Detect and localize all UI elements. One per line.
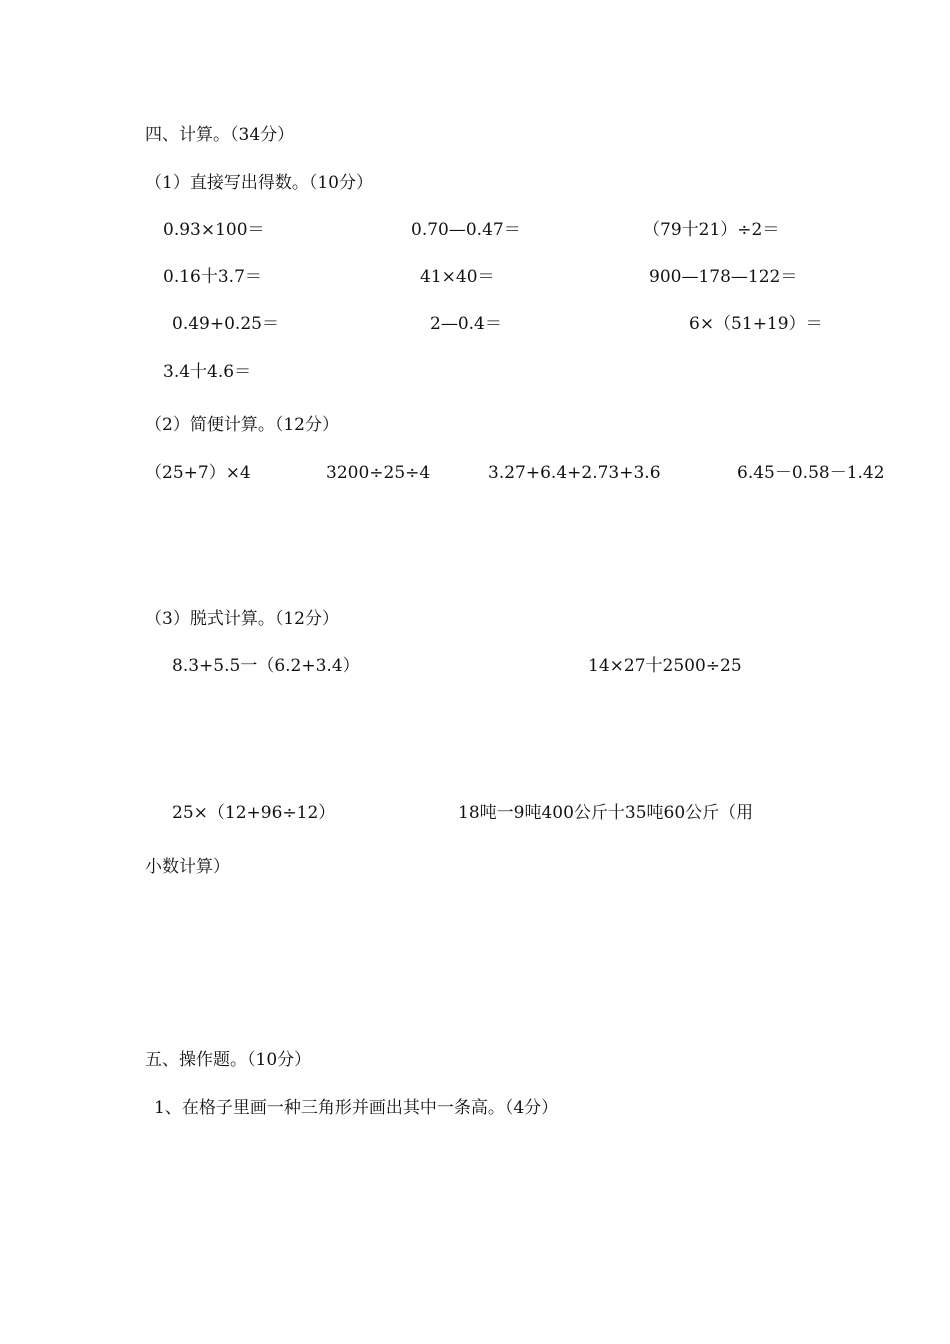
stepwise-calc-item: 14×27十2500÷25 — [588, 656, 742, 676]
stepwise-calc-item: 8.3+5.5一（6.2+3.4） — [172, 656, 360, 676]
direct-calc-item: 0.16十3.7＝ — [163, 267, 262, 287]
operation-question-1: 1、在格子里画一种三角形并画出其中一条高。（4分） — [154, 1098, 559, 1118]
section-4-title: 四、计算。（34分） — [145, 125, 295, 145]
stepwise-calc-item: 18吨一9吨400公斤十35吨60公斤（用 — [458, 803, 754, 823]
stepwise-calc-continuation: 小数计算） — [145, 857, 230, 877]
direct-calc-item: 3.4十4.6＝ — [163, 362, 252, 382]
direct-calc-item: 0.93×100＝ — [163, 220, 265, 240]
direct-calc-item: 0.70—0.47＝ — [411, 220, 521, 240]
part-2-title: （2）简便计算。（12分） — [145, 415, 339, 435]
direct-calc-item: 41×40＝ — [420, 267, 495, 287]
direct-calc-item: 900—178—122＝ — [649, 267, 798, 287]
simplify-calc-item: 3200÷25÷4 — [326, 463, 431, 483]
direct-calc-item: 6×（51+19）＝ — [689, 314, 823, 334]
simplify-calc-item: 6.45－0.58－1.42 — [737, 463, 885, 483]
part-3-title: （3）脱式计算。（12分） — [145, 609, 339, 629]
direct-calc-item: 2—0.4＝ — [430, 314, 502, 334]
part-1-title: （1）直接写出得数。（10分） — [145, 173, 373, 193]
simplify-calc-item: 3.27+6.4+2.73+3.6 — [488, 463, 661, 483]
simplify-calc-item: （25+7）×4 — [145, 463, 251, 483]
stepwise-calc-item: 25×（12+96÷12） — [172, 803, 336, 823]
direct-calc-item: 0.49+0.25＝ — [172, 314, 279, 334]
direct-calc-item: （79十21）÷2＝ — [643, 220, 780, 240]
section-5-title: 五、操作题。（10分） — [145, 1050, 312, 1070]
